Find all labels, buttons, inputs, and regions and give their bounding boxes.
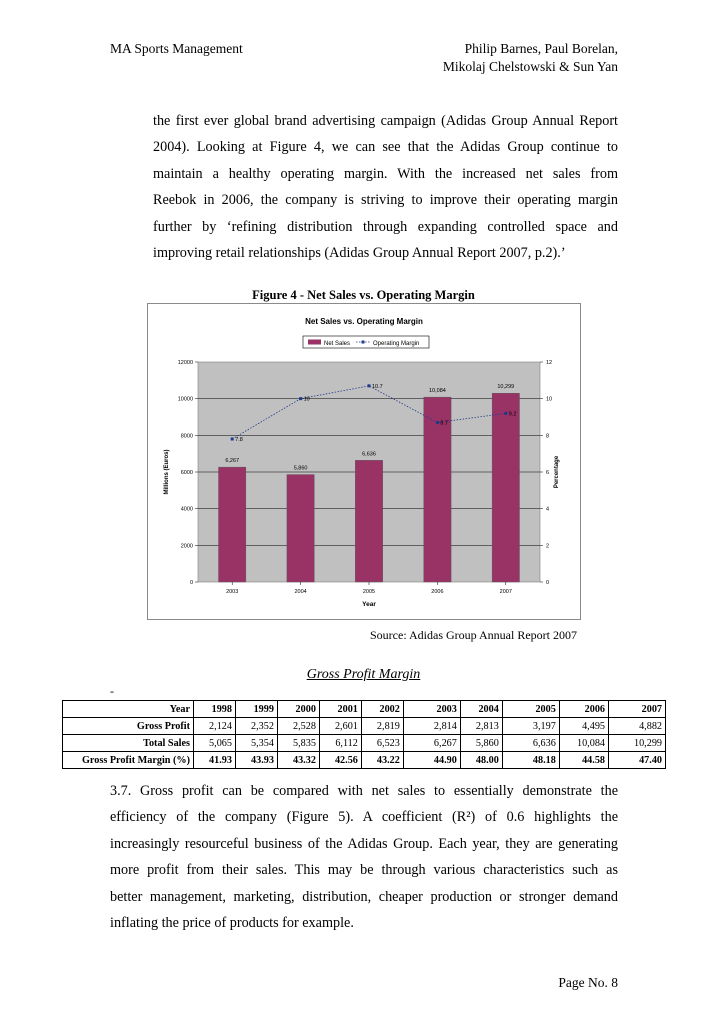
bar xyxy=(287,475,314,582)
y-tick-label: 10000 xyxy=(177,396,193,403)
header-right xyxy=(443,40,618,76)
table-cell: 48.18 xyxy=(502,752,559,769)
table-row xyxy=(63,718,666,735)
line-marker xyxy=(231,438,234,441)
legend-marker-operating-margin xyxy=(362,341,365,344)
table-cell: 2,124 xyxy=(194,718,236,735)
header-authors-line2: Mikolaj Chelstowski & Sun Yan xyxy=(442,59,618,74)
table-cell: 5,835 xyxy=(277,735,319,752)
table-cell: 43.93 xyxy=(235,752,277,769)
table-row-label: Gross Profit Margin (%) xyxy=(63,752,194,769)
line-marker xyxy=(436,421,439,424)
bar-data-label: 5,860 xyxy=(293,465,308,472)
table-year-cell: 2004 xyxy=(460,701,502,718)
paragraph-2 xyxy=(110,778,618,936)
legend-label-net-sales: Net Sales xyxy=(324,341,351,347)
paragraph-line: better management, marketing, distribution, cheaper production or stronger demand xyxy=(110,888,618,905)
figure-source: Source: Adidas Group Annual Report 2007 xyxy=(370,628,577,642)
paragraph-line: maintain a healthy operating margin. With the increased net sales from xyxy=(153,165,618,182)
table-header-row xyxy=(63,701,666,718)
x-tick-label: 2006 xyxy=(431,589,444,595)
x-tick-label: 2005 xyxy=(362,589,376,595)
chart-legend xyxy=(303,336,429,348)
paragraph-line: inflating the price of products for example. xyxy=(110,914,354,931)
paragraph-line: the first ever global brand advertising campaign (Adidas Group Annual Report xyxy=(153,113,618,129)
line-data-label: 7.8 xyxy=(235,437,243,443)
x-tick-label: 2004 xyxy=(294,589,307,595)
table-cell: 6,523 xyxy=(361,735,403,752)
gross-profit-table xyxy=(62,700,666,769)
table-year-cell: 2003 xyxy=(403,701,460,718)
table-cell: 42.56 xyxy=(319,752,361,769)
table-cell: 41.93 xyxy=(194,752,236,769)
y-tick-label: 8000 xyxy=(180,433,193,440)
paragraph-line: improving retail relationships (Adidas Group Annual Report 2007, p.2).’ xyxy=(153,244,566,261)
y2-axis-ticks xyxy=(540,360,552,586)
table-year-cell: 2007 xyxy=(609,701,666,718)
table-year-cell: 1998 xyxy=(194,701,236,718)
table-row xyxy=(63,735,666,752)
bar xyxy=(219,467,246,582)
y-tick-label: 0 xyxy=(189,580,193,586)
table-cell: 2,819 xyxy=(361,718,403,735)
y-tick-label: 6000 xyxy=(180,470,193,476)
table-cell: 10,299 xyxy=(609,735,666,752)
table-cell: 43.32 xyxy=(277,752,319,769)
chart-title: Net Sales vs. Operating Margin xyxy=(305,317,423,326)
table-cell: 5,354 xyxy=(235,735,277,752)
table-row-label: Total Sales xyxy=(63,735,194,752)
y-axis-ticks xyxy=(178,360,198,586)
bar-data-label: 10,299 xyxy=(497,384,515,391)
bar-data-label: 6,267 xyxy=(225,458,240,465)
table-cell: 5,065 xyxy=(194,735,236,752)
table-cell: 4,495 xyxy=(559,718,608,735)
table-cell: 2,814 xyxy=(403,718,460,735)
y2-tick-label: 12 xyxy=(546,360,553,366)
table-cell: 48.00 xyxy=(460,752,502,769)
line-data-label: 10.7 xyxy=(372,383,383,390)
table-cell: 6,636 xyxy=(502,735,559,752)
y2-tick-label: 4 xyxy=(546,506,550,513)
x-axis-ticks xyxy=(226,582,512,595)
y-tick-label: 2000 xyxy=(180,543,193,550)
y-axis-label: Millions (Euros) xyxy=(164,449,170,495)
table-cell: 2,601 xyxy=(319,718,361,735)
figure-caption: Figure 4 - Net Sales vs. Operating Margin xyxy=(252,288,475,302)
paragraph-line: 2004). Looking at Figure 4, we can see that the Adidas Group continue to xyxy=(153,139,618,156)
table-row-label: Year xyxy=(63,701,194,718)
x-tick-label: 2007 xyxy=(499,589,512,595)
paragraph-1 xyxy=(153,108,618,266)
paragraph-line: Reebok in 2006, the company is striving to improve their operating margin xyxy=(153,192,618,209)
table-cell: 10,084 xyxy=(559,735,608,752)
bar xyxy=(492,393,519,582)
table-title: Gross Profit Margin xyxy=(306,667,421,682)
table-cell: 6,267 xyxy=(403,735,460,752)
paragraph-line: 3.7. Gross profit can be compared with net sales to essentially demonstrate the xyxy=(110,783,618,799)
table-year-cell: 2005 xyxy=(502,701,559,718)
table-year-cell: 2006 xyxy=(559,701,608,718)
table-year-cell: 2000 xyxy=(277,701,319,718)
net-sales-chart xyxy=(148,304,580,619)
table-row-label: Gross Profit xyxy=(63,718,194,735)
line-data-label: 8.7 xyxy=(440,420,449,427)
y-tick-label: 4000 xyxy=(180,506,193,513)
y2-tick-label: 8 xyxy=(546,433,550,440)
table-cell: 3,197 xyxy=(502,718,559,735)
line-data-label: 10 xyxy=(303,396,310,403)
bar-data-label: 6,636 xyxy=(362,451,376,458)
bar xyxy=(355,460,382,582)
table-cell: 4,882 xyxy=(609,718,666,735)
y2-tick-label: 6 xyxy=(546,470,550,476)
bar-data-label: 10,084 xyxy=(428,388,446,395)
table-cell: 2,352 xyxy=(235,718,277,735)
table-year-cell: 1999 xyxy=(235,701,277,718)
line-marker xyxy=(299,397,302,400)
paragraph-line: increasingly resourceful business of the Adidas Group. Each year, they are generating xyxy=(110,835,618,852)
x-axis-label: Year xyxy=(362,601,376,608)
table-cell: 2,813 xyxy=(460,718,502,735)
table-cell: 5,860 xyxy=(460,735,502,752)
paragraph-line: further by ‘refining distribution through expanding controlled space and xyxy=(153,218,618,235)
table-cell: 44.58 xyxy=(559,752,608,769)
page-number: Page No. 8 xyxy=(558,975,618,990)
x-tick-label: 2003 xyxy=(226,589,239,595)
line-data-label: 9.2 xyxy=(508,411,517,418)
table-cell: 44.90 xyxy=(403,752,460,769)
table-cell: 47.40 xyxy=(609,752,666,769)
line-marker xyxy=(368,384,371,387)
table-cell: 43.22 xyxy=(361,752,403,769)
y2-tick-label: 2 xyxy=(546,543,550,550)
table-row xyxy=(63,752,666,769)
y-tick-label: 12000 xyxy=(177,360,193,366)
paragraph-line: more profit from their sales. This may be through various characteristics such as xyxy=(110,862,618,879)
y2-axis-label: Percentage xyxy=(554,455,560,489)
table-cell: 2,528 xyxy=(277,718,319,735)
paragraph-line: efficiency of the company (Figure 5). A coefficient (R²) of 0.6 highlights the xyxy=(110,809,618,826)
table-year-cell: 2001 xyxy=(319,701,361,718)
y2-tick-label: 10 xyxy=(546,396,553,403)
header-left: MA Sports Management xyxy=(110,41,243,56)
line-marker xyxy=(504,412,507,415)
table-year-cell: 2002 xyxy=(361,701,403,718)
header-authors-line1: Philip Barnes, Paul Borelan, xyxy=(464,41,618,56)
chart-frame xyxy=(147,303,581,620)
y2-tick-label: 0 xyxy=(546,580,550,586)
legend-label-operating-margin: Operating Margin xyxy=(373,341,420,347)
stray-dash: - xyxy=(110,684,114,698)
table-cell: 6,112 xyxy=(319,735,361,752)
legend-swatch-net-sales xyxy=(308,340,321,345)
